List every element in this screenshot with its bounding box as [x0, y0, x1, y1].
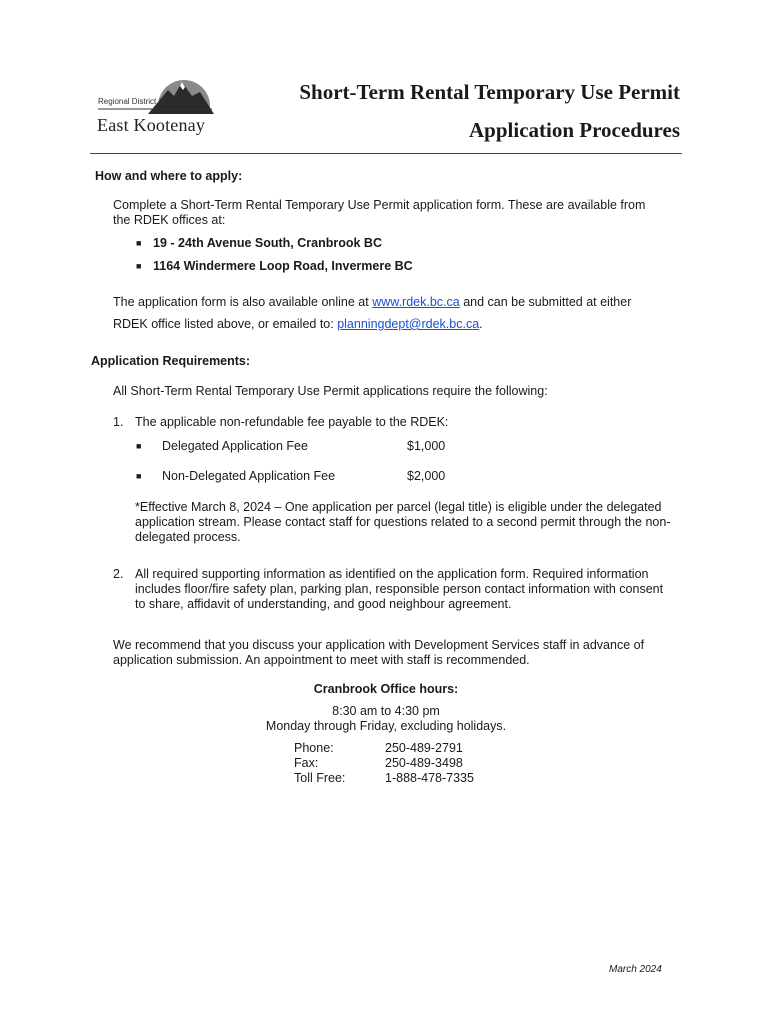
footer-date: March 2024: [609, 964, 662, 975]
toll-free-label: Toll Free:: [294, 771, 346, 785]
header-divider: [90, 153, 682, 154]
office-address-2: 1164 Windermere Loop Road, Invermere BC: [153, 259, 413, 273]
website-link[interactable]: www.rdek.bc.ca: [372, 295, 460, 309]
requirements-heading: Application Requirements:: [91, 354, 251, 368]
office-address-1: 19 - 24th Avenue South, Cranbrook BC: [153, 236, 382, 250]
fee-amount-delegated: $1,000: [407, 439, 446, 453]
logo-small-text: Regional District of: [98, 97, 166, 106]
online-text-pre: The application form is also available online at: [113, 295, 373, 309]
office-hours-time: 8:30 am to 4:30 pm: [332, 704, 440, 718]
fax-value: 250-489-3498: [385, 756, 463, 770]
bullet-icon: ■: [136, 261, 142, 271]
email-line: [113, 317, 483, 332]
item-2-line-3: to share, affidavit of understanding, and good neighbour agreement.: [135, 597, 512, 611]
item-2-line-1: All required supporting information as identified on the application form. Required information: [135, 567, 649, 581]
note-line-2: application stream. Please contact staff for questions related to a second permit through the non-: [135, 515, 671, 529]
note-line-1: *Effective March 8, 2024 – One application per parcel (legal title) is eligible under the delegated: [135, 500, 662, 514]
email-text-post: .: [479, 317, 483, 331]
bullet-icon: ■: [136, 471, 142, 481]
toll-free-value: 1-888-478-7335: [385, 771, 474, 785]
requirements-intro: All Short-Term Rental Temporary Use Permit applications require the following:: [113, 384, 548, 398]
email-link[interactable]: planningdept@rdek.bc.ca: [337, 317, 480, 331]
item-2-line-2: includes floor/fire safety plan, parking plan, responsible person contact information with consent: [135, 582, 664, 596]
item-1-number: 1.: [113, 415, 124, 429]
email-text-pre: RDEK office listed above, or emailed to:: [113, 317, 338, 331]
fee-amount-non-delegated: $2,000: [407, 469, 446, 483]
page-title: Short-Term Rental Temporary Use Permit: [299, 80, 680, 104]
fax-label: Fax:: [294, 756, 319, 770]
online-line: [113, 295, 631, 310]
how-heading: How and where to apply:: [95, 169, 243, 183]
note-line-3: delegated process.: [135, 530, 241, 544]
office-hours-heading: Cranbrook Office hours:: [313, 682, 459, 696]
intro-line-1: Complete a Short-Term Rental Temporary Use Permit application form. These are available from: [113, 198, 646, 212]
phone-label: Phone:: [294, 741, 334, 755]
fee-label-delegated: Delegated Application Fee: [162, 439, 308, 453]
phone-value: 250-489-2791: [385, 741, 463, 755]
fee-label-non-delegated: Non-Delegated Application Fee: [162, 469, 336, 483]
recommend-line-2: application submission. An appointment to meet with staff is recommended.: [113, 653, 530, 667]
item-2-number: 2.: [113, 567, 124, 581]
intro-line-2: the RDEK offices at:: [113, 213, 226, 227]
logo-big-text: East Kootenay: [97, 115, 206, 135]
bullet-icon: ■: [136, 441, 142, 451]
recommend-line-1: We recommend that you discuss your application with Development Services staff in advance of: [113, 638, 645, 652]
bullet-icon: ■: [136, 238, 142, 248]
page-subtitle: Application Procedures: [469, 118, 680, 142]
item-1-text: The applicable non-refundable fee payable to the RDEK:: [135, 415, 449, 429]
office-hours-days: Monday through Friday, excluding holidays.: [265, 719, 507, 733]
online-text-post: and can be submitted at either: [459, 295, 632, 309]
